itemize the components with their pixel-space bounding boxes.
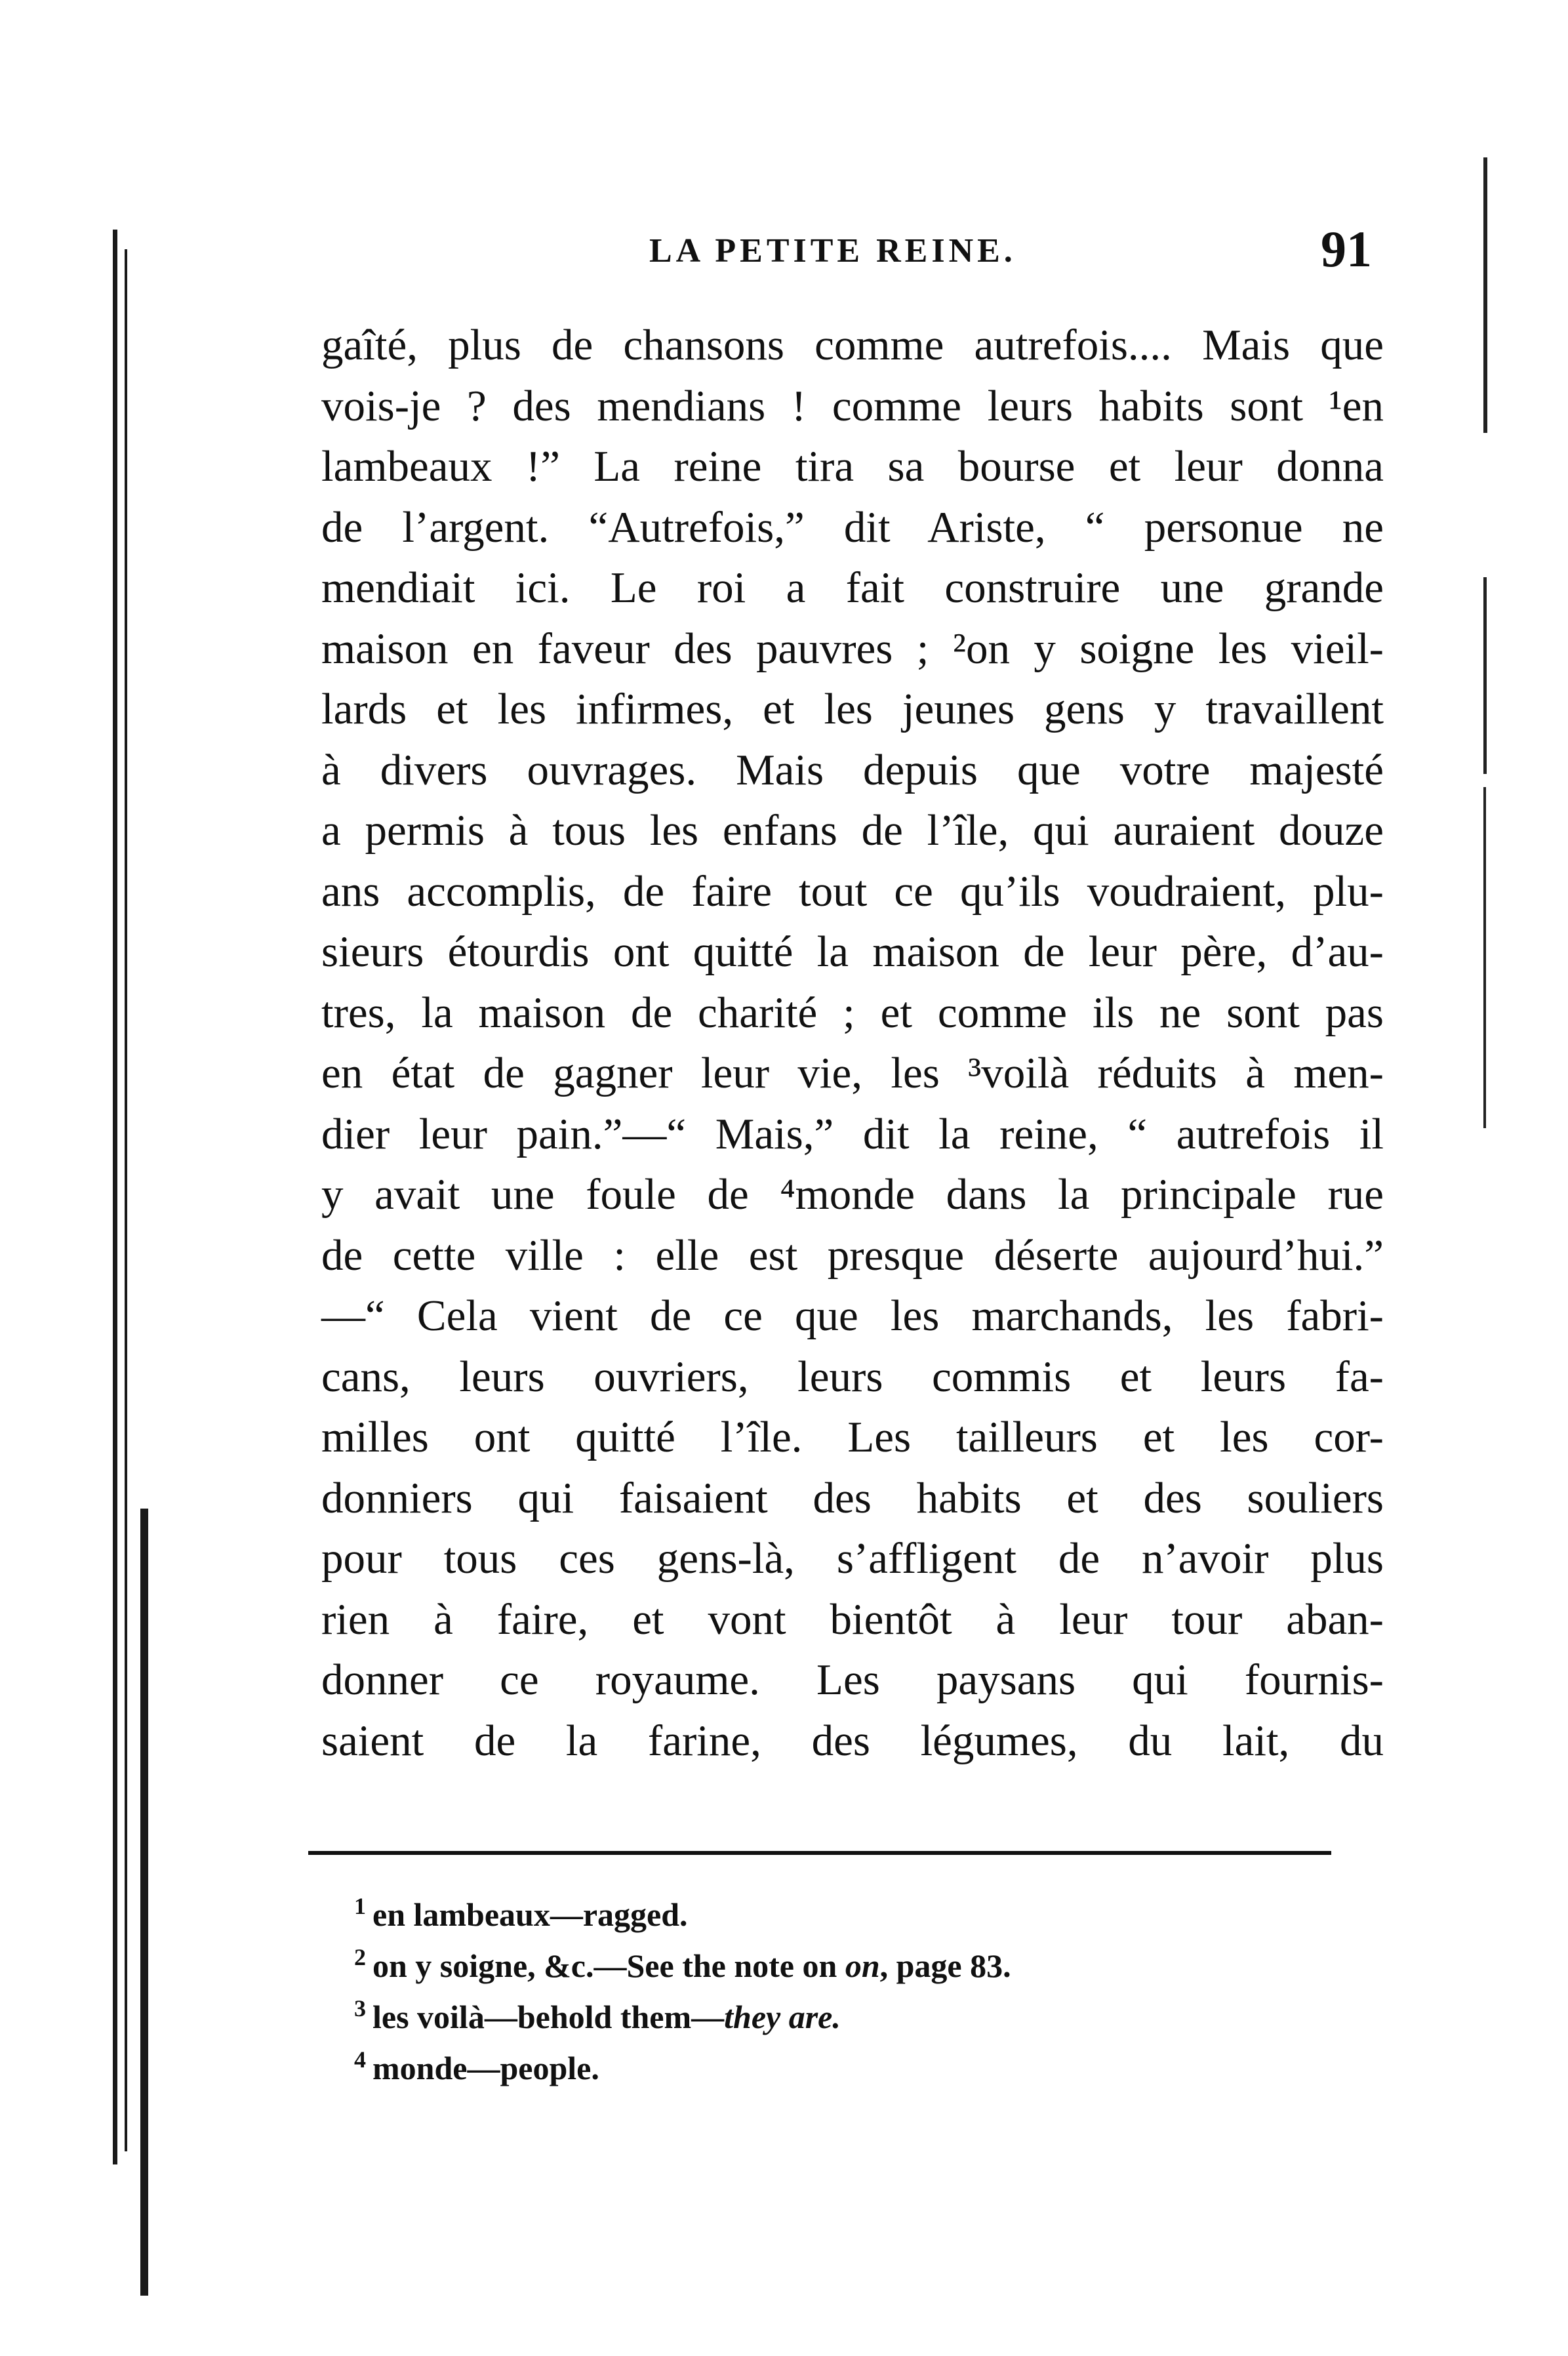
body-line: lards et les infirmes, et les jeunes gens y travaillent [321, 685, 1384, 733]
footnote-italic: they are. [724, 1999, 841, 2035]
footnote-item [354, 1940, 1338, 1991]
body-line: sieurs étourdis ont quitté la maison de leur père, d’au- [321, 927, 1384, 976]
body-line: rien à faire, et vont bientôt à leur tour aban- [321, 1594, 1384, 1644]
binding-edge-line [113, 230, 117, 2164]
running-title: LA PETITE REINE. [649, 232, 1016, 270]
body-line: —“ Cela vient de ce que les marchands, les fabri- [321, 1291, 1384, 1340]
body-line: milles ont quitté l’île. Les tailleurs et les cor- [321, 1413, 1384, 1461]
footnote-marker: 1 [354, 1893, 366, 1919]
body-line: maison en faveur des pauvres ; ²on y soigne les vieil- [321, 624, 1384, 673]
page-number: 91 [1321, 220, 1372, 277]
right-edge-mark [1483, 157, 1487, 433]
body-line: saient de la farine, des légumes, du lait, du [321, 1716, 1384, 1765]
footnote-italic: on [845, 1947, 880, 1984]
page-header [321, 220, 1384, 279]
body-line: a permis à tous les enfans de l’île, qui auraient douze [321, 806, 1384, 855]
binding-edge-line [140, 1509, 148, 2296]
body-line: mendiait ici. Le roi a fait construire une grande [321, 563, 1384, 612]
footnote-item [354, 1991, 1338, 2042]
body-line: vois-je ? des mendians ! comme leurs habits sont ¹en [321, 381, 1384, 430]
body-line: donniers qui faisaient des habits et des souliers [321, 1473, 1384, 1522]
footnote-text: les voilà—behold them— [372, 1999, 725, 2035]
footnote-item [354, 2042, 1338, 2094]
body-line: de cette ville : elle est presque déserte aujourd’hui.” [321, 1230, 1384, 1280]
body-line: pour tous ces gens-là, s’affligent de n’avoir plus [321, 1534, 1384, 1583]
footnote-text: monde—people. [372, 2050, 599, 2086]
body-line: ans accomplis, de faire tout ce qu’ils voudraient, plu- [321, 866, 1384, 916]
body-line: de l’argent. “Autrefois,” dit Ariste, “ personue ne [321, 502, 1384, 552]
footnote-item [354, 1889, 1338, 1940]
footnote-text: on y soigne, &c.—See the note on [372, 1947, 845, 1984]
body-text [321, 315, 1384, 1771]
right-edge-mark [1483, 577, 1487, 774]
body-line: cans, leurs ouvriers, leurs commis et leurs fa- [321, 1352, 1384, 1401]
footnote-text-end: , page 83. [879, 1947, 1011, 1984]
body-line: en état de gagner leur vie, les ³voilà réduits à men- [321, 1049, 1384, 1097]
right-edge-mark [1483, 787, 1486, 1128]
body-line: gaîté, plus de chansons comme autrefois.... Mais que [321, 321, 1384, 369]
body-line: tres, la maison de charité ; et comme ils ne sont pas [321, 988, 1384, 1037]
body-line: y avait une foule de ⁴monde dans la principale rue [321, 1170, 1384, 1219]
footnotes [354, 1889, 1338, 2094]
body-line: à divers ouvrages. Mais depuis que votre majesté [321, 745, 1384, 794]
footnote-marker: 3 [354, 1995, 366, 2021]
footnote-text: en lambeaux—ragged. [372, 1896, 688, 1933]
footnote-divider [308, 1851, 1331, 1855]
body-line: donner ce royaume. Les paysans qui fournis- [321, 1655, 1384, 1704]
body-line: lambeaux !” La reine tira sa bourse et leur donna [321, 442, 1384, 491]
footnote-marker: 4 [354, 2046, 366, 2073]
footnote-marker: 2 [354, 1944, 366, 1970]
binding-edge-line [125, 249, 127, 2151]
body-line: dier leur pain.”—“ Mais,” dit la reine, “ autrefois il [321, 1109, 1384, 1158]
